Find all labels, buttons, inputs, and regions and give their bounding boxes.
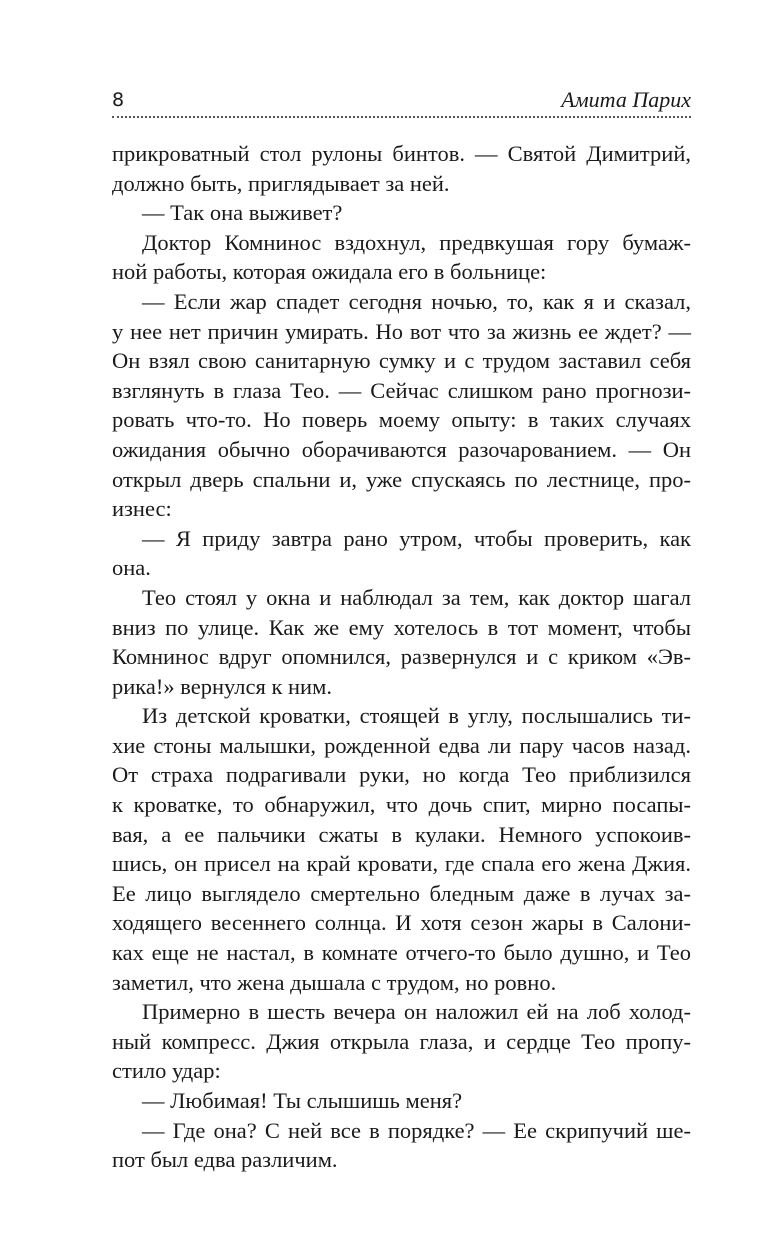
text-line: Примерно в шесть вечера он наложил ей на лоб холод- bbox=[142, 999, 691, 1025]
text-line: у нее нет причин умирать. Но вот что за жизнь ее ждет? — bbox=[112, 318, 691, 344]
text-line: — Где она? С ней все в порядке? — Ее скрипучий ше- bbox=[142, 1117, 691, 1143]
running-head-author: Амита Парих bbox=[561, 87, 691, 112]
page-number: 8 bbox=[112, 89, 125, 111]
header-dotted-rule bbox=[112, 116, 691, 118]
body-text bbox=[112, 139, 691, 1175]
text-line: взглянуть в глаза Тео. — Сейчас слишком рано прогнози- bbox=[112, 377, 691, 403]
text-line: стило удар: bbox=[112, 1058, 221, 1084]
text-line: открыл дверь спальни и, уже спускаясь по лестнице, про- bbox=[112, 466, 691, 492]
text-line: шись, он присел на край кровати, где спала его жена Джия. bbox=[112, 851, 691, 877]
text-line: — Любимая! Ты слышишь меня? bbox=[142, 1088, 463, 1113]
text-line: Тео стоял у окна и наблюдал за тем, как доктор шагал bbox=[142, 584, 691, 610]
text-line: хие стоны малышки, рожденной едва ли пару часов назад. bbox=[112, 732, 691, 758]
text-line: От страха подрагивали руки, но когда Тео приблизился bbox=[112, 762, 691, 788]
text-line: заметил, что жена дышала с трудом, но ровно. bbox=[112, 969, 557, 995]
text-line: Он взял свою санитарную сумку и с трудом заставил себя bbox=[112, 348, 691, 374]
text-line: Доктор Комнинос вздохнул, предвкушая гору бумаж- bbox=[142, 229, 691, 255]
text-line: она. bbox=[112, 555, 151, 581]
text-line: — Так она выживет? bbox=[142, 200, 343, 226]
text-line: — Если жар спадет сегодня ночью, то, как я и сказал, bbox=[142, 288, 691, 314]
page-header bbox=[112, 88, 691, 122]
text-line: ный компресс. Джия открыла глаза, и сердце Тео пропу- bbox=[112, 1028, 691, 1054]
text-line: ходящего весеннего солнца. И хотя сезон жары в Салони- bbox=[112, 910, 691, 936]
text-line: ной работы, которая ожидала его в больнице: bbox=[112, 259, 547, 285]
text-line: — Я приду завтра рано утром, чтобы проверить, как bbox=[142, 525, 691, 551]
text-line: Из детской кроватки, стоящей в углу, послышались ти- bbox=[142, 703, 691, 729]
text-line: изнес: bbox=[112, 496, 172, 522]
text-line: ровать что-то. Но поверь моему опыту: в таких случаях bbox=[112, 407, 691, 433]
text-line: ожидания обычно оборачиваются разочарованием. — Он bbox=[112, 436, 691, 462]
text-line: к кроватке, то обнаружил, что дочь спит, мирно посапы- bbox=[112, 792, 691, 818]
text-line: рика!» вернулся к ним. bbox=[112, 673, 332, 699]
text-line: должно быть, приглядывает за ней. bbox=[112, 170, 450, 196]
text-line: ках еще не настал, в комнате отчего-то было душно, и Тео bbox=[112, 940, 691, 966]
text-line: пот был едва различим. bbox=[112, 1147, 338, 1173]
text-line: прикроватный стол рулоны бинтов. — Святой Димитрий, bbox=[112, 141, 691, 166]
text-line: вниз по улице. Как же ему хотелось в тот момент, чтобы bbox=[112, 614, 691, 640]
text-line: вая, а ее пальчики сжаты в кулаки. Немного успокоив- bbox=[112, 821, 691, 847]
text-line: Комнинос вдруг опомнился, развернулся и с криком «Эв- bbox=[112, 644, 691, 670]
text-line: Ее лицо выглядело смертельно бледным даже в лучах за- bbox=[112, 880, 691, 906]
